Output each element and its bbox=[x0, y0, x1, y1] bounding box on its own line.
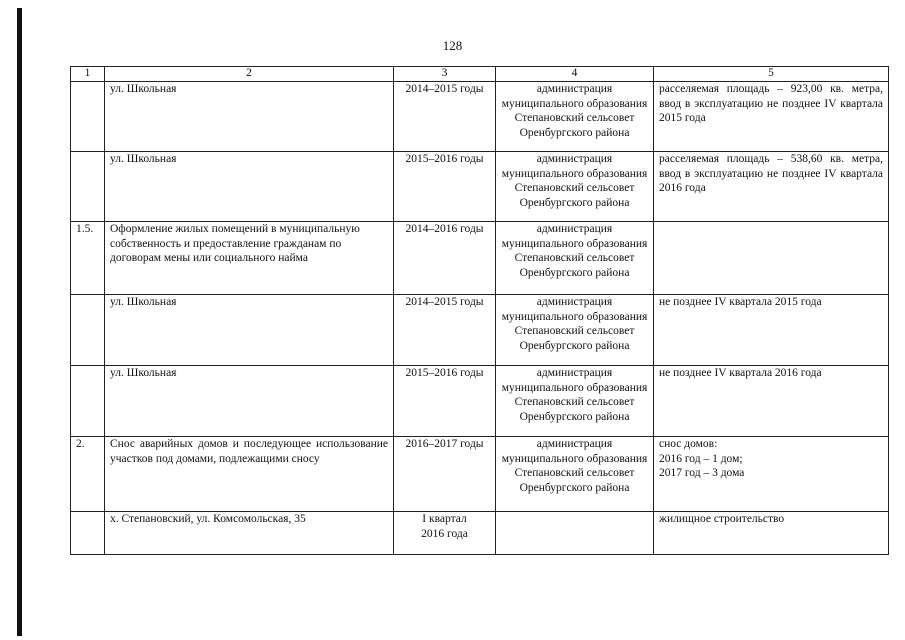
row-name: Оформление жилых помещений в муниципальную собственность и предоставление гражданам по договорам мены или социального найма bbox=[105, 222, 394, 295]
row-name: ул. Школьная bbox=[105, 295, 394, 366]
row-period: 2015–2016 годы bbox=[394, 366, 496, 437]
row-result: не позднее IV квартала 2016 года bbox=[654, 366, 889, 437]
row-number: 1.5. bbox=[71, 222, 105, 295]
binding-bar bbox=[17, 8, 22, 636]
row-period: 2014–2016 годы bbox=[394, 222, 496, 295]
result-line: снос домов: bbox=[659, 438, 718, 450]
table-row bbox=[71, 222, 889, 295]
row-period: 2015–2016 годы bbox=[394, 152, 496, 222]
row-name: Снос аварийных домов и последующее использование участков под домами, подлежащими сносу bbox=[105, 437, 394, 512]
table-row bbox=[71, 437, 889, 512]
row-result bbox=[654, 437, 889, 512]
row-name: ул. Школьная bbox=[105, 82, 394, 152]
row-name: ул. Школьная bbox=[105, 366, 394, 437]
row-period bbox=[394, 512, 496, 555]
row-result: не позднее IV квартала 2015 года bbox=[654, 295, 889, 366]
table-row bbox=[71, 152, 889, 222]
header-col-2: 2 bbox=[105, 67, 394, 82]
header-col-4: 4 bbox=[496, 67, 654, 82]
row-name: х. Степановский, ул. Комсомольская, 35 bbox=[105, 512, 394, 555]
row-executor: администрация муниципального образования Степановский сельсовет Оренбургского района bbox=[496, 222, 654, 295]
row-executor: администрация муниципального образования Степановский сельсовет Оренбургского района bbox=[496, 295, 654, 366]
table-row bbox=[71, 512, 889, 555]
row-result: жилищное строительство bbox=[654, 512, 889, 555]
row-number bbox=[71, 295, 105, 366]
row-executor: администрация муниципального образования Степановский сельсовет Оренбургского района bbox=[496, 82, 654, 152]
period-line: I квартал bbox=[422, 513, 467, 525]
row-number bbox=[71, 82, 105, 152]
result-line: 2017 год – 3 дома bbox=[659, 467, 745, 479]
page-number: 128 bbox=[442, 38, 463, 53]
row-result: расселяемая площадь – 923,00 кв. метра, ввод в эксплуатацию не позднее IV квартала 2015 года bbox=[654, 82, 889, 152]
row-number bbox=[71, 152, 105, 222]
row-number: 2. bbox=[71, 437, 105, 512]
row-executor: администрация муниципального образования Степановский сельсовет Оренбургского района bbox=[496, 437, 654, 512]
row-period: 2016–2017 годы bbox=[394, 437, 496, 512]
row-period: 2014–2015 годы bbox=[394, 295, 496, 366]
header-col-3: 3 bbox=[394, 67, 496, 82]
row-name: ул. Школьная bbox=[105, 152, 394, 222]
row-executor bbox=[496, 512, 654, 555]
row-number bbox=[71, 512, 105, 555]
table-row bbox=[71, 295, 889, 366]
row-executor: администрация муниципального образования Степановский сельсовет Оренбургского района bbox=[496, 366, 654, 437]
header-row bbox=[71, 67, 889, 82]
row-result bbox=[654, 222, 889, 295]
row-result: расселяемая площадь – 538,60 кв. метра, ввод в эксплуатацию не позднее IV квартала 2016 года bbox=[654, 152, 889, 222]
header-col-1: 1 bbox=[71, 67, 105, 82]
period-line: 2016 года bbox=[421, 527, 468, 540]
header-col-5: 5 bbox=[654, 67, 889, 82]
table-row bbox=[71, 82, 889, 152]
table-row bbox=[71, 366, 889, 437]
row-executor: администрация муниципального образования Степановский сельсовет Оренбургского района bbox=[496, 152, 654, 222]
result-line: 2016 год – 1 дом; bbox=[659, 452, 743, 465]
row-number bbox=[71, 366, 105, 437]
program-table bbox=[70, 66, 889, 555]
row-period: 2014–2015 годы bbox=[394, 82, 496, 152]
